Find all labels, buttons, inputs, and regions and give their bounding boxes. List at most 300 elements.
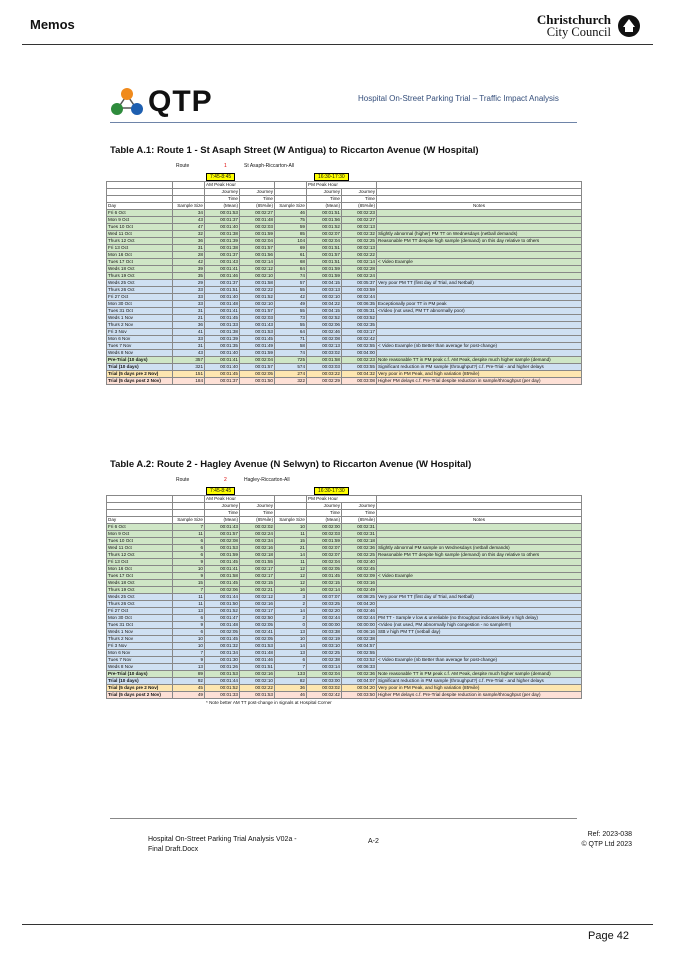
table-row	[107, 552, 582, 559]
day-cell: Trial (10 days)	[107, 678, 173, 685]
pm-p85-cell: 00:02:23	[342, 357, 377, 364]
summary-row	[107, 371, 582, 378]
am-sample-cell: 42	[173, 259, 205, 266]
am-mean-cell: 00:01:44	[205, 594, 240, 601]
time-header: Time	[307, 196, 342, 203]
am-mean-cell: 00:01:34	[205, 650, 240, 657]
header-blank	[173, 503, 205, 510]
am-mean-cell: 00:01:45	[205, 315, 240, 322]
qtp-molecule-icon	[110, 87, 144, 117]
am-mean-cell: 00:01:40	[205, 350, 240, 357]
pm-mean-cell: 00:03:02	[307, 350, 342, 357]
day-cell: Trial (5 days pre 2 Nov)	[107, 371, 173, 378]
pm-mean-cell: 00:02:04	[307, 671, 342, 678]
am-sample-cell: 29	[173, 280, 205, 287]
day-cell: Fri 6 Oct	[107, 524, 173, 531]
notes-cell	[377, 566, 582, 573]
pm-mean-cell: 00:01:59	[307, 273, 342, 280]
table1-title: Table A.1: Route 1 - St Asaph Street (W Antigua) to Riccarton Avenue (W Hospital)	[110, 145, 479, 156]
pm-sample-cell: 14	[275, 608, 307, 615]
table-row	[107, 524, 582, 531]
pm-mean-cell: 00:01:45	[307, 573, 342, 580]
pm-sample-cell: 74	[275, 350, 307, 357]
notes-cell	[377, 538, 582, 545]
header-blank	[173, 496, 205, 503]
time-header: Time	[342, 196, 377, 203]
pm-sample-cell: 2	[275, 601, 307, 608]
table-row	[107, 329, 582, 336]
table-row	[107, 238, 582, 245]
pm-p85-cell: 00:03:52	[342, 657, 377, 664]
table-row	[107, 587, 582, 594]
time-header: Time	[205, 196, 240, 203]
pm-sample-cell: 64	[275, 329, 307, 336]
council-emblem-icon	[617, 14, 641, 38]
pm-mean-cell: 00:00:00	[307, 622, 342, 629]
pm-mean-cell: 00:03:02	[307, 685, 342, 692]
pm-p85-cell: 00:02:40	[342, 559, 377, 566]
am-sample-cell: 7	[173, 650, 205, 657]
table1-wrap	[106, 161, 582, 385]
notes-header: Notes	[377, 517, 582, 524]
pm-mean-cell: 00:03:13	[307, 287, 342, 294]
header-blank	[173, 182, 205, 189]
notes-cell: Very poor PM TT (first day of Trial, and Netball)	[377, 594, 582, 601]
am-mean-cell: 00:01:41	[205, 566, 240, 573]
notes-cell	[377, 664, 582, 671]
pm-mean-cell: 00:01:51	[307, 245, 342, 252]
am-p85-cell: 00:01:57	[240, 364, 275, 371]
am-p85-cell: 00:02:17	[240, 608, 275, 615]
pm-mean-cell: 00:03:14	[307, 664, 342, 671]
am-sample-cell: 45	[173, 685, 205, 692]
p85-header: (85%ile)	[240, 517, 275, 524]
am-p85-cell: 00:01:50	[240, 378, 275, 385]
day-cell: Tues 7 Nov	[107, 343, 173, 350]
council-name-line1: Christchurch	[536, 12, 611, 27]
notes-cell	[377, 559, 582, 566]
header-blank	[107, 510, 173, 517]
pm-mean-cell: 00:02:05	[307, 566, 342, 573]
header-row-journey	[107, 189, 582, 196]
header-row-time	[107, 510, 582, 517]
am-mean-cell: 00:01:53	[205, 210, 240, 217]
day-cell: Thurs 26 Oct	[107, 287, 173, 294]
day-cell: Fri 27 Oct	[107, 294, 173, 301]
notes-cell	[377, 252, 582, 259]
am-mean-cell: 00:01:37	[205, 252, 240, 259]
time-header: Time	[240, 510, 275, 517]
pm-time-window: 16:30-17:30	[314, 173, 349, 181]
pm-sample-cell: 6	[275, 657, 307, 664]
am-mean-cell: 00:01:58	[205, 573, 240, 580]
am-p85-cell: 00:02:17	[240, 566, 275, 573]
pm-p85-cell: 00:02:45	[342, 566, 377, 573]
summary-row	[107, 378, 582, 385]
am-sample-cell: 34	[173, 210, 205, 217]
am-p85-cell: 00:02:17	[240, 573, 275, 580]
am-p85-cell: 00:02:16	[240, 601, 275, 608]
time-header: Time	[342, 510, 377, 517]
pm-sample-cell: 12	[275, 580, 307, 587]
am-sample-cell: 33	[173, 294, 205, 301]
day-cell: Weds 18 Oct	[107, 580, 173, 587]
pm-mean-cell: 00:04:15	[307, 280, 342, 287]
day-cell: Thurs 26 Oct	[107, 601, 173, 608]
day-cell: Tues 7 Nov	[107, 657, 173, 664]
pm-mean-cell: 00:02:07	[307, 231, 342, 238]
am-p85-cell: 00:02:12	[240, 594, 275, 601]
day-cell: Mon 9 Oct	[107, 531, 173, 538]
notes-cell: StB v high PM TT (netball day)	[377, 629, 582, 636]
time-header: Time	[240, 196, 275, 203]
day-cell: Pre-Trial (10 days)	[107, 671, 173, 678]
sample-size-header: Sample Size	[173, 203, 205, 210]
copyright: © QTP Ltd 2023	[581, 841, 632, 848]
am-mean-cell: 00:01:45	[205, 580, 240, 587]
report-footer-ref	[581, 830, 632, 850]
table-row	[107, 273, 582, 280]
pm-sample-cell: 11	[275, 531, 307, 538]
day-cell: Fri 3 Nov	[107, 329, 173, 336]
pm-p85-cell: 00:02:13	[342, 245, 377, 252]
qtp-logo	[110, 85, 213, 119]
pm-mean-cell: 00:01:57	[307, 252, 342, 259]
pm-p85-cell: 00:06:35	[342, 301, 377, 308]
am-p85-cell: 00:02:22	[240, 685, 275, 692]
pm-p85-cell: 00:00:00	[342, 622, 377, 629]
am-mean-cell: 00:01:44	[205, 678, 240, 685]
am-p85-cell: 00:02:10	[240, 273, 275, 280]
sample-size-header: Sample Size	[275, 517, 307, 524]
notes-cell: Reasonable PM TT despite high sample (demand) on this day relative to others	[377, 552, 582, 559]
notes-cell	[377, 273, 582, 280]
pm-mean-cell: 00:02:10	[307, 294, 342, 301]
notes-cell	[377, 329, 582, 336]
pm-sample-cell: 14	[275, 643, 307, 650]
am-mean-cell: 00:01:37	[205, 280, 240, 287]
am-p85-cell: 00:02:24	[240, 531, 275, 538]
pm-mean-cell: 00:04:22	[307, 301, 342, 308]
council-name-line2: City Council	[546, 25, 611, 39]
day-cell: Tues 17 Oct	[107, 259, 173, 266]
day-header: Day	[107, 517, 173, 524]
pm-sample-cell: 21	[275, 545, 307, 552]
am-peak-header: AM Peak Hour	[205, 496, 275, 503]
am-sample-cell: 6	[173, 552, 205, 559]
am-p85-cell: 00:02:04	[240, 357, 275, 364]
pm-mean-cell: 00:04:15	[307, 308, 342, 315]
council-logo	[537, 13, 641, 39]
am-p85-cell: 00:02:34	[240, 538, 275, 545]
table2-time-row	[106, 487, 582, 495]
notes-cell: < Video Example	[377, 259, 582, 266]
am-mean-cell: 00:01:41	[205, 357, 240, 364]
pm-sample-cell: 57	[275, 280, 307, 287]
am-p85-cell: 00:02:05	[240, 636, 275, 643]
pm-sample-cell: 84	[275, 266, 307, 273]
am-sample-cell: 36	[173, 322, 205, 329]
header-blank	[377, 196, 582, 203]
header-blank	[173, 510, 205, 517]
day-cell: Tues 10 Oct	[107, 224, 173, 231]
am-p85-cell: 00:02:05	[240, 622, 275, 629]
pm-p85-cell: 00:04:20	[342, 685, 377, 692]
day-cell: Weds 1 Nov	[107, 629, 173, 636]
header-blank	[173, 196, 205, 203]
am-sample-cell: 6	[173, 545, 205, 552]
notes-cell	[377, 350, 582, 357]
am-p85-cell: 00:01:57	[240, 245, 275, 252]
am-sample-cell: 47	[173, 224, 205, 231]
am-sample-cell: 6	[173, 629, 205, 636]
am-mean-cell: 00:01:53	[205, 545, 240, 552]
pm-p85-cell: 00:03:50	[342, 692, 377, 699]
am-sample-cell: 28	[173, 252, 205, 259]
day-cell: Thurs 2 Nov	[107, 322, 173, 329]
pm-p85-cell: 00:02:14	[342, 259, 377, 266]
day-cell: Mon 16 Oct	[107, 252, 173, 259]
day-cell: Fri 3 Nov	[107, 643, 173, 650]
am-sample-cell: 10	[173, 636, 205, 643]
day-cell: Tues 10 Oct	[107, 538, 173, 545]
notes-cell: Very poor in PM Peak, and high variation (85%ile)	[377, 371, 582, 378]
pm-p85-cell: 00:02:22	[342, 252, 377, 259]
pm-time-window: 16:30-17:30	[314, 487, 349, 495]
pm-p85-cell: 00:03:59	[342, 287, 377, 294]
table-row	[107, 287, 582, 294]
pm-p85-cell: 00:02:32	[342, 231, 377, 238]
table-row	[107, 210, 582, 217]
pm-mean-cell: 00:01:56	[307, 217, 342, 224]
am-mean-cell: 00:01:37	[205, 217, 240, 224]
am-mean-cell: 00:01:45	[205, 559, 240, 566]
am-mean-cell: 00:01:51	[205, 287, 240, 294]
table-row	[107, 266, 582, 273]
am-sample-cell: 49	[173, 692, 205, 699]
am-mean-cell: 00:01:53	[205, 671, 240, 678]
pm-sample-cell: 274	[275, 371, 307, 378]
pm-sample-cell: 59	[275, 224, 307, 231]
day-cell: Fri 27 Oct	[107, 608, 173, 615]
p85-header: (85%ile)	[342, 517, 377, 524]
table-row	[107, 643, 582, 650]
pm-p85-cell: 00:03:55	[342, 364, 377, 371]
day-cell: Mon 16 Oct	[107, 566, 173, 573]
table-row	[107, 664, 582, 671]
am-sample-cell: 33	[173, 336, 205, 343]
am-sample-cell: 11	[173, 594, 205, 601]
journey-header: Journey	[240, 189, 275, 196]
pm-p85-cell: 00:03:52	[342, 315, 377, 322]
day-cell: Mon 9 Oct	[107, 217, 173, 224]
notes-cell: Reasonable PM TT despite high sample (demand) on this day relative to others	[377, 238, 582, 245]
am-p85-cell: 00:02:10	[240, 678, 275, 685]
summary-row	[107, 692, 582, 699]
am-p85-cell: 00:02:21	[240, 587, 275, 594]
am-sample-cell: 9	[173, 559, 205, 566]
header-blank	[275, 196, 307, 203]
mean-header: (Mean)	[307, 203, 342, 210]
summary-row	[107, 685, 582, 692]
am-p85-cell: 00:01:53	[240, 329, 275, 336]
am-sample-cell: 13	[173, 664, 205, 671]
am-mean-cell: 00:01:47	[205, 615, 240, 622]
am-sample-cell: 15	[173, 580, 205, 587]
notes-cell: < Video Example (nb Better than average for post-change)	[377, 343, 582, 350]
table-row	[107, 280, 582, 287]
header-blank	[173, 189, 205, 196]
pm-p85-cell: 00:08:25	[342, 594, 377, 601]
am-p85-cell: 00:02:03	[240, 224, 275, 231]
am-mean-cell: 00:01:38	[205, 329, 240, 336]
pm-mean-cell: 00:01:51	[307, 259, 342, 266]
pm-mean-cell: 00:02:42	[307, 692, 342, 699]
table-row	[107, 350, 582, 357]
pm-sample-cell: 73	[275, 315, 307, 322]
am-p85-cell: 00:02:03	[240, 315, 275, 322]
am-p85-cell: 00:01:43	[240, 322, 275, 329]
header-blank	[275, 510, 307, 517]
am-p85-cell: 00:01:48	[240, 650, 275, 657]
table-row	[107, 580, 582, 587]
notes-cell	[377, 587, 582, 594]
am-sample-cell: 7	[173, 524, 205, 531]
pm-sample-cell: 7	[275, 664, 307, 671]
notes-cell	[377, 287, 582, 294]
header-row-journey	[107, 503, 582, 510]
notes-cell: Significant reduction in PM sample (throughput?) c.f. Pre-Trial - and higher delays	[377, 364, 582, 371]
am-sample-cell: 6	[173, 615, 205, 622]
header-blank	[107, 496, 173, 503]
am-sample-cell: 41	[173, 329, 205, 336]
pm-mean-cell: 00:02:00	[307, 524, 342, 531]
notes-cell	[377, 524, 582, 531]
journey-header: Journey	[342, 189, 377, 196]
notes-cell	[377, 294, 582, 301]
pm-mean-cell: 00:07:07	[307, 594, 342, 601]
am-mean-cell: 00:01:57	[205, 531, 240, 538]
report-footer-docname	[148, 835, 297, 855]
header-row-time	[107, 196, 582, 203]
pm-sample-cell: 75	[275, 217, 307, 224]
pm-sample-cell: 85	[275, 231, 307, 238]
route-name: Hagley-Riccarton-All	[244, 477, 290, 483]
pm-mean-cell: 00:02:06	[307, 322, 342, 329]
day-cell: Pre-Trial (10 days)	[107, 357, 173, 364]
pm-sample-cell: 74	[275, 273, 307, 280]
pm-sample-cell: 0	[275, 622, 307, 629]
day-cell: Weds 18 Oct	[107, 266, 173, 273]
pm-sample-cell: 58	[275, 343, 307, 350]
am-mean-cell: 00:01:52	[205, 608, 240, 615]
journey-header: Journey	[342, 503, 377, 510]
am-mean-cell: 00:01:33	[205, 322, 240, 329]
am-sample-cell: 321	[173, 364, 205, 371]
pm-p85-cell: 00:03:17	[342, 329, 377, 336]
day-header: Day	[107, 203, 173, 210]
pm-p85-cell: 00:04:00	[342, 350, 377, 357]
notes-cell	[377, 210, 582, 217]
ref-number: Ref: 2023-038	[587, 831, 632, 838]
day-cell: Weds 8 Nov	[107, 664, 173, 671]
table1-route-line	[106, 161, 582, 173]
pm-sample-cell: 133	[275, 671, 307, 678]
pm-sample-cell: 71	[275, 336, 307, 343]
am-p85-cell: 00:02:41	[240, 629, 275, 636]
day-cell: Trial (5 days post 2 Nov)	[107, 692, 173, 699]
am-p85-cell: 00:02:16	[240, 671, 275, 678]
day-cell: Thurs 2 Nov	[107, 636, 173, 643]
notes-cell: Note reasonable TT in PM peak c.f. AM Peak, despite much higher sample (demand)	[377, 357, 582, 364]
pm-mean-cell: 00:02:44	[307, 615, 342, 622]
am-sample-cell: 39	[173, 266, 205, 273]
pm-sample-cell: 12	[275, 566, 307, 573]
pm-sample-cell: 725	[275, 357, 307, 364]
notes-cell: < Video Example (nb Better than average for post-change)	[377, 657, 582, 664]
pm-sample-cell: 12	[275, 573, 307, 580]
pm-p85-cell: 00:02:23	[342, 210, 377, 217]
table-row	[107, 343, 582, 350]
am-mean-cell: 00:01:43	[205, 259, 240, 266]
pm-p85-cell: 00:02:09	[342, 573, 377, 580]
notes-cell	[377, 336, 582, 343]
pm-p85-cell: 00:02:28	[342, 266, 377, 273]
header-blank	[107, 503, 173, 510]
notes-cell: Higher PM delays c.f. Pre-Trial despite reduction in sample/throughput (per day)	[377, 692, 582, 699]
table-row	[107, 308, 582, 315]
header-blank	[275, 503, 307, 510]
am-mean-cell: 00:01:38	[205, 231, 240, 238]
table-row	[107, 594, 582, 601]
page-number: Page 42	[588, 930, 629, 942]
day-cell: Fri 13 Oct	[107, 245, 173, 252]
am-p85-cell: 00:02:04	[240, 238, 275, 245]
day-cell: Mon 30 Oct	[107, 615, 173, 622]
header-blank	[275, 182, 307, 189]
header-blank	[377, 496, 582, 503]
am-mean-cell: 00:01:43	[205, 524, 240, 531]
route-name: St Asaph-Riccarton-All	[244, 163, 295, 169]
am-sample-cell: 11	[173, 531, 205, 538]
pm-sample-cell: 14	[275, 552, 307, 559]
pm-p85-cell: 00:02:25	[342, 552, 377, 559]
pm-mean-cell: 00:02:13	[307, 343, 342, 350]
notes-cell: Very poor PM TT (first day of Trial, and Netball)	[377, 280, 582, 287]
pm-p85-cell: 00:03:08	[342, 378, 377, 385]
pm-sample-cell: 49	[275, 301, 307, 308]
table2-title: Table A.2: Route 2 - Hagley Avenue (N Selwyn) to Riccarton Avenue (W Hospital)	[110, 459, 472, 470]
table1	[106, 181, 582, 385]
pm-sample-cell: 574	[275, 364, 307, 371]
journey-header: Journey	[307, 503, 342, 510]
am-p85-cell: 00:01:49	[240, 343, 275, 350]
day-cell: Mon 30 Oct	[107, 301, 173, 308]
pm-sample-cell: 55	[275, 287, 307, 294]
notes-cell: Exceptionally poor TT in PM peak	[377, 301, 582, 308]
doc-name-line2: Final Draft.Docx	[148, 846, 199, 853]
table1-time-row	[106, 173, 582, 181]
pm-p85-cell: 00:02:24	[342, 273, 377, 280]
notes-cell	[377, 531, 582, 538]
pm-mean-cell: 00:02:08	[307, 336, 342, 343]
notes-header: Notes	[377, 203, 582, 210]
pm-sample-cell: 13	[275, 629, 307, 636]
pm-sample-cell: 46	[275, 692, 307, 699]
pm-sample-cell: 15	[275, 538, 307, 545]
am-mean-cell: 00:02:08	[205, 538, 240, 545]
pm-mean-cell: 00:02:07	[307, 552, 342, 559]
